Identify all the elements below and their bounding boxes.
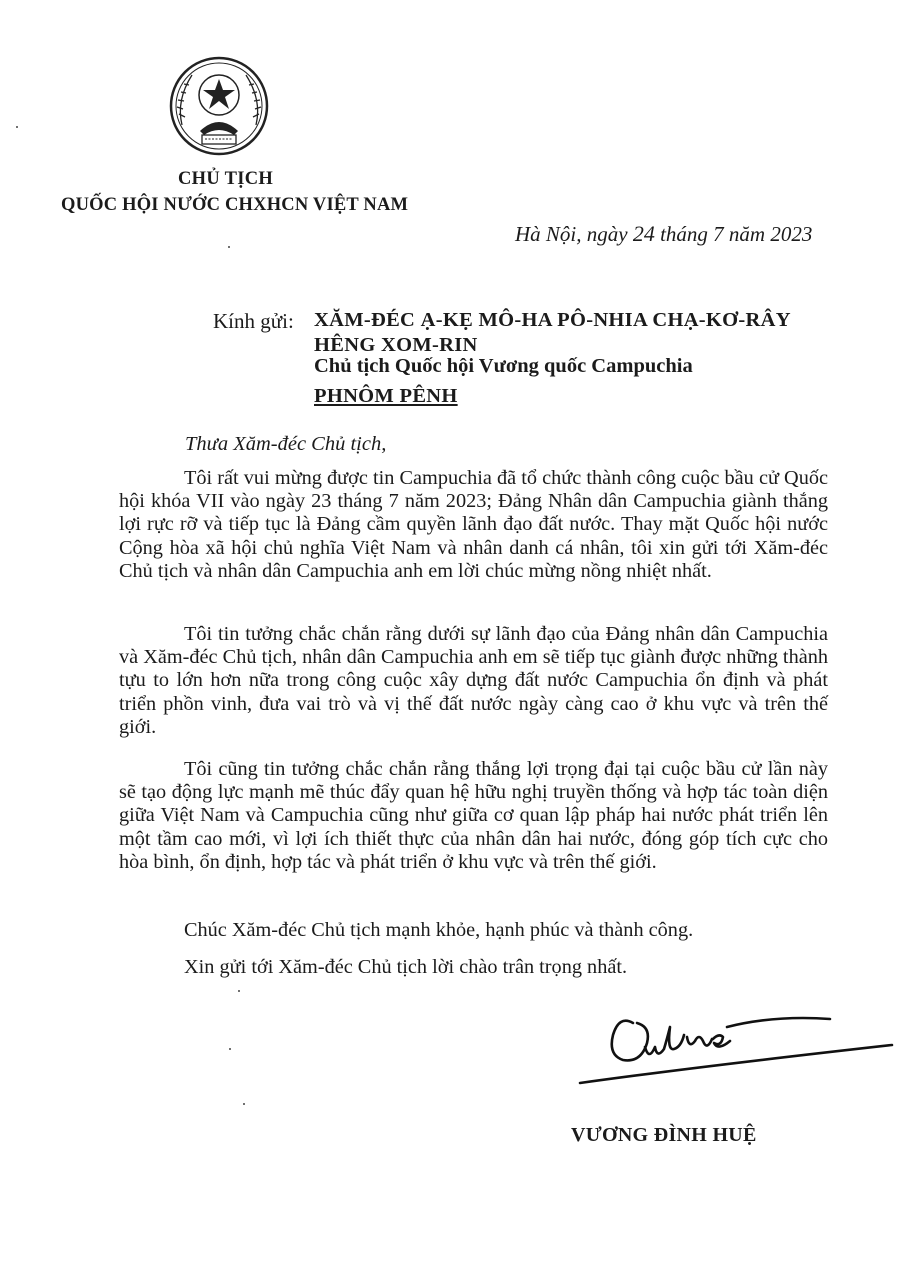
recipient-label: Kính gửi:: [213, 309, 294, 333]
closing-wish: Chúc Xăm-đéc Chủ tịch mạnh khỏe, hạnh phúc và thành công.: [184, 919, 694, 941]
body-paragraph: Tôi tin tưởng chắc chắn rằng dưới sự lãnh đạo của Đảng nhân dân Campuchia và Xăm-đéc Chủ tịch, nhân dân Campuchia anh em sẽ tiếp tục giành được những thành tựu to lớn hơn nữa trong công cuộc xây dựng đất nước Campuchia ổn định và phát triển phồn vinh, đưa vai trò và vị thế đất nước ngày càng cao ở khu vực và trên thế giới.: [119, 623, 828, 738]
handwritten-signature: [575, 1005, 895, 1100]
signer-name: VƯƠNG ĐÌNH HUỆ: [571, 1124, 757, 1146]
issuer-organization: QUỐC HỘI NƯỚC CHXHCN VIỆT NAM: [61, 195, 409, 215]
salutation: Thưa Xăm-đéc Chủ tịch,: [185, 433, 387, 455]
issuer-title: CHỦ TỊCH: [178, 169, 274, 189]
body-paragraph: Tôi cũng tin tưởng chắc chắn rằng thắng lợi trọng đại tại cuộc bầu cử lần này sẽ tạo động lực mạnh mẽ thúc đẩy quan hệ hữu nghị truyền thống và hợp tác toàn diện giữa Việt Nam và Campuchia cũng như giữa cơ quan lập pháp hai nước phát triển lên một tầm cao mới, vì lợi ích thiết thực của nhân dân hai nước, đóng góp tích cực cho hòa bình, ổn định, hợp tác và phát triển ở khu vực và trên thế giới.: [119, 758, 828, 873]
recipient-city: PHNÔM PÊNH: [314, 385, 458, 407]
closing-greeting: Xin gửi tới Xăm-đéc Chủ tịch lời chào trân trọng nhất.: [184, 956, 628, 978]
scan-speck: [228, 246, 230, 248]
date-prefix: Hà Nội, ngày: [515, 222, 628, 246]
recipient-name-line2: HÊNG XOM-RIN: [314, 334, 478, 356]
recipient-position: Chủ tịch Quốc hội Vương quốc Campuchia: [314, 355, 693, 377]
letter-date: [515, 221, 812, 247]
national-emblem-icon: [168, 55, 270, 157]
scan-speck: [229, 1048, 231, 1050]
date-suffix: tháng 7 năm 2023: [660, 222, 813, 246]
scan-speck: [16, 126, 18, 128]
scan-speck: [238, 990, 240, 992]
scan-speck: [243, 1103, 245, 1105]
recipient-name-line1: XĂM-ĐÉC Ạ-KẸ MÔ-HA PÔ-NHIA CHẠ-KƠ-RÂY: [314, 309, 791, 331]
date-day: 24: [632, 221, 655, 246]
body-paragraph: Tôi rất vui mừng được tin Campuchia đã tổ chức thành công cuộc bầu cử Quốc hội khóa VII vào ngày 23 tháng 7 năm 2023; Đảng Nhân dân Campuchia giành thắng lợi rực rỡ và tiếp tục là Đảng cầm quyền lãnh đạo đất nước. Thay mặt Quốc hội nước Cộng hòa xã hội chủ nghĩa Việt Nam và nhân danh cá nhân, tôi xin gửi tới Xăm-đéc Chủ tịch và nhân dân Campuchia anh em lời chúc mừng nồng nhiệt nhất.: [119, 467, 828, 582]
